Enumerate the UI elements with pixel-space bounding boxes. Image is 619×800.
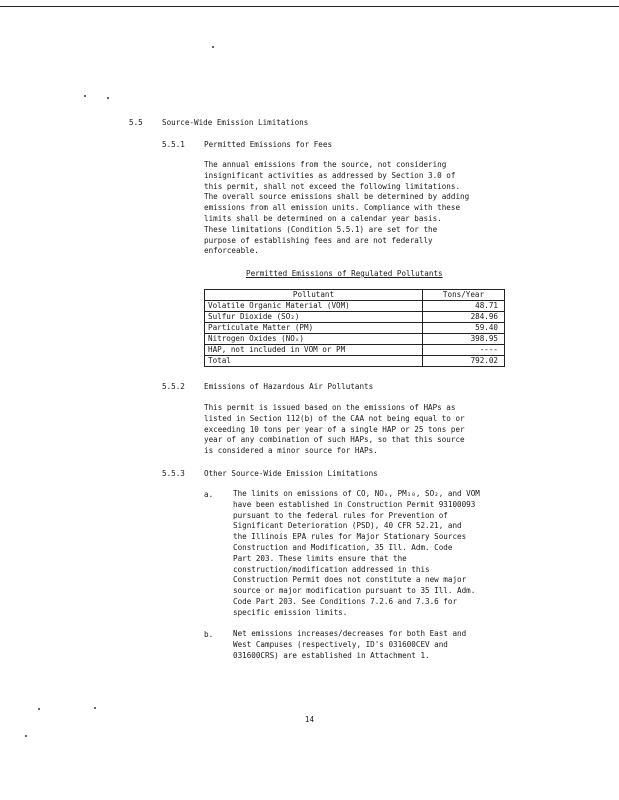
text-line: Construction and Modification, 35 Ill. Adm. Code	[233, 542, 453, 552]
text-line: This permit is issued based on the emissions of HAPs as	[204, 403, 456, 412]
text-line: limits shall be determined on a calendar year basis.	[204, 213, 442, 223]
text-line: pursuant to the federal rules for Prevention of	[233, 510, 448, 520]
text-line: The limits on emissions of CO, NOₓ, PM₁₀, SO₂, and VOM	[233, 489, 480, 498]
section-title: Source-Wide Emission Limitations	[162, 118, 309, 127]
subsection-551-number: 5.5.1	[162, 140, 185, 149]
page-number: 14	[304, 715, 315, 724]
text-line: emissions from all emission units. Compliance with these	[204, 203, 461, 213]
pollutant-cell: Total	[205, 356, 423, 367]
text-line: These limitations (Condition 5.5.1) are set for the	[204, 224, 438, 234]
text-line: The overall source emissions shall be determined by adding	[204, 192, 470, 202]
section-number: 5.5	[129, 118, 143, 127]
header-pollutant: Pollutant	[205, 290, 423, 301]
text-line: insignificant activities as addressed by Section 3.0 of	[204, 170, 456, 180]
text-line: 031600CRS) are established in Attachment 1.	[233, 650, 430, 660]
text-line: specific emission limits.	[233, 607, 348, 617]
scan-speck	[107, 97, 109, 99]
scan-speck	[25, 735, 27, 737]
text-line: construction/modification addressed in this	[233, 564, 430, 574]
text-line: Construction Permit does not constitute a new major	[233, 575, 467, 585]
pollutant-cell: Particulate Matter (PM)	[205, 323, 423, 334]
text-line: Part 203. These limits ensure that the	[233, 553, 407, 563]
table-row	[205, 312, 505, 323]
header-tons-year: Tons/Year	[423, 290, 505, 301]
text-line: Significant Deterioration (PSD), 40 CFR 52.21, and	[233, 521, 462, 531]
table-caption: Permitted Emissions of Regulated Pollutants	[246, 269, 443, 278]
pollutant-cell: HAP, not included in VOM or PM	[205, 345, 423, 356]
table-row-total	[205, 356, 505, 367]
tons-cell: 284.96	[423, 312, 505, 323]
tons-cell: 398.95	[423, 334, 505, 345]
text-line: Net emissions increases/decreases for both East and	[233, 629, 467, 638]
table-row	[205, 334, 505, 345]
paragraph-552	[204, 403, 465, 457]
top-border-line	[0, 6, 619, 7]
text-line: exceeding 10 tons per year of a single HAP or 25 tons per	[204, 424, 465, 434]
text-line: source or major modification pursuant to 35 Ill. Adm.	[233, 586, 476, 596]
item-a-text	[233, 489, 480, 619]
item-a-label: a.	[204, 490, 214, 499]
text-line: listed in Section 112(b) of the CAA not being equal to or	[204, 413, 465, 423]
text-line: Code Part 203. See Conditions 7.2.6 and 7.3.6 for	[233, 596, 458, 606]
scan-speck	[38, 708, 40, 710]
tons-cell: 59.40	[423, 323, 505, 334]
tons-cell: 792.02	[423, 356, 505, 367]
text-line: have been established in Construction Permit 93100093	[233, 499, 476, 509]
text-line: purpose of establishing fees and are not federally	[204, 235, 433, 245]
pollutant-cell: Sulfur Dioxide (SO₂)	[205, 312, 423, 323]
table-row	[205, 323, 505, 334]
table-header-row	[205, 290, 505, 301]
text-line: West Campuses (respectively, ID's 031600CEV and	[233, 639, 448, 649]
emissions-table	[204, 289, 505, 367]
paragraph-551	[204, 160, 469, 257]
text-line: is considered a minor source for HAPs.	[204, 446, 378, 456]
subsection-551-title: Permitted Emissions for Fees	[204, 140, 333, 149]
pollutant-cell: Volatile Organic Material (VOM)	[205, 301, 423, 312]
text-line: the Illinois EPA rules for Major Stationary Sources	[233, 532, 467, 542]
subsection-553-title: Other Source-Wide Emission Limitations	[204, 469, 378, 478]
subsection-552-title: Emissions of Hazardous Air Pollutants	[204, 382, 374, 391]
tons-cell: ----	[423, 345, 505, 356]
subsection-553-number: 5.5.3	[162, 469, 185, 478]
pollutant-cell: Nitrogen Oxides (NOₓ)	[205, 334, 423, 345]
tons-cell: 48.71	[423, 301, 505, 312]
table-row	[205, 345, 505, 356]
text-line: enforceable.	[204, 246, 259, 256]
text-line: this permit, shall not exceed the following limitations.	[204, 181, 461, 191]
scan-speck	[84, 95, 86, 97]
scan-speck	[94, 707, 96, 709]
scan-speck	[212, 46, 214, 48]
table-row	[205, 301, 505, 312]
item-b-text	[233, 629, 466, 661]
text-line: The annual emissions from the source, not considering	[204, 160, 447, 169]
subsection-552-number: 5.5.2	[162, 382, 185, 391]
text-line: year of any combination of such HAPs, so that this source	[204, 435, 465, 445]
item-b-label: b.	[204, 630, 214, 639]
